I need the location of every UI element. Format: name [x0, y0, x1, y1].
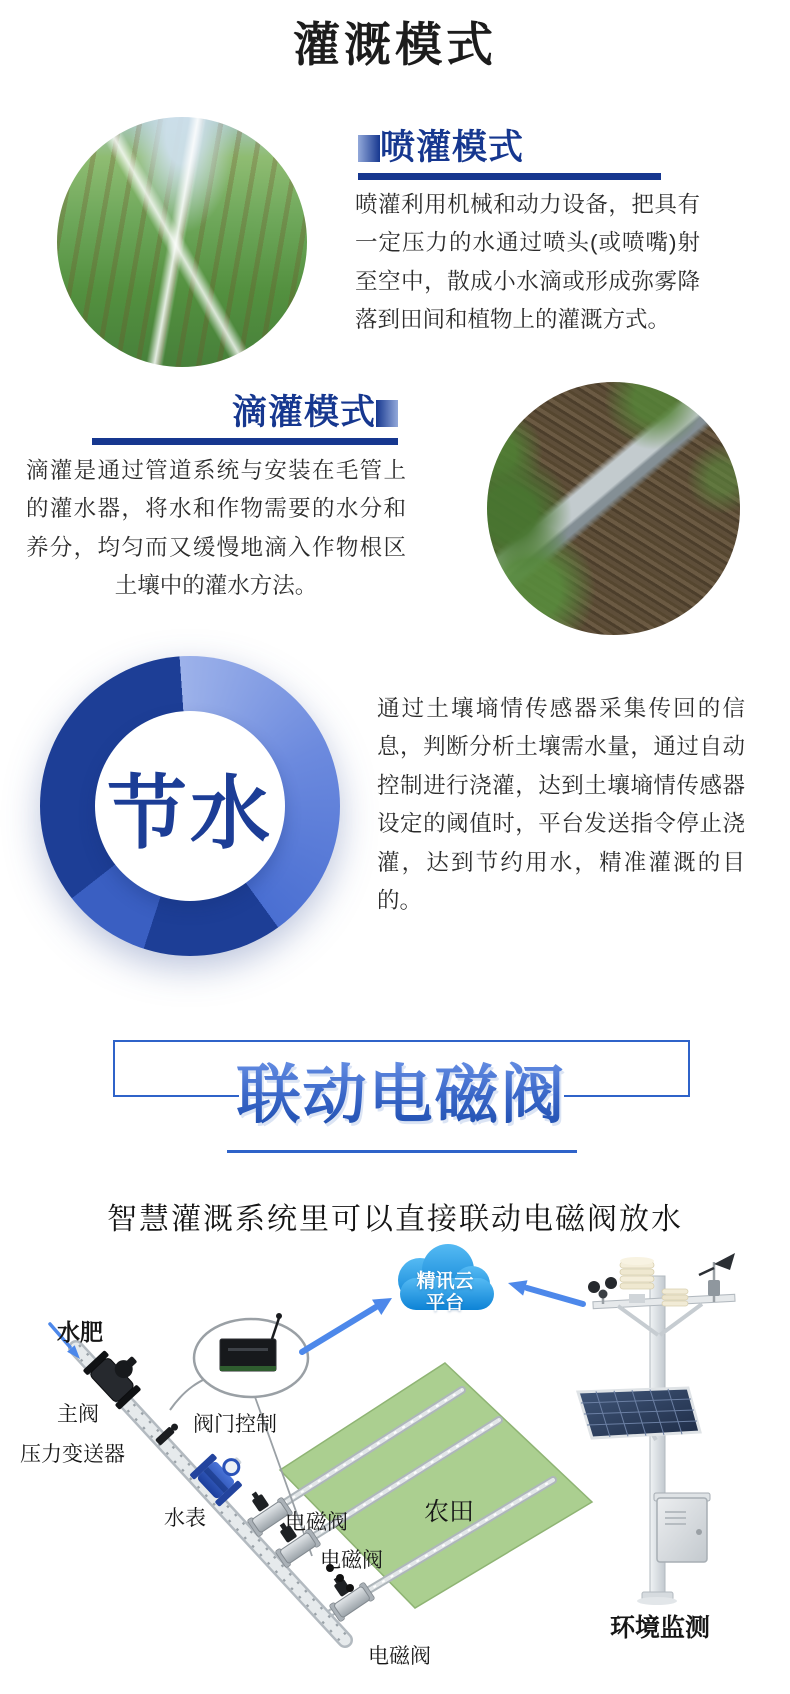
heading-underline	[92, 438, 398, 445]
cloud-platform-label	[389, 1271, 501, 1315]
valve-linkage-banner	[113, 1040, 690, 1160]
banner-frame-left-foot	[113, 1095, 239, 1097]
weather-station	[578, 1253, 735, 1605]
arrow-left-to-cloud	[302, 1298, 392, 1352]
label-pressure-transmitter: 压力变送器	[20, 1443, 125, 1466]
banner-frame-right-foot	[564, 1095, 690, 1097]
banner-frame-left	[113, 1040, 115, 1097]
drip-heading-text: 滴灌模式	[231, 393, 376, 432]
banner-underline	[227, 1150, 577, 1153]
spray-section-heading	[358, 128, 688, 180]
water-saving-paragraph: 通过土壤墒情传感器采集传回的信息，判断分析土壤需水量，通过自动控制进行浇灌，达到土壤墒情传感器设定的阈值时，平台发送指令停止浇灌，达到节约用水，精准灌溉的目的。	[377, 696, 745, 914]
spray-irrigation-photo	[57, 117, 307, 367]
label-water-meter: 水表	[164, 1507, 206, 1530]
valve-linkage-heading: 联动电磁阀	[237, 1044, 567, 1136]
heading-square-icon	[376, 400, 398, 427]
banner-frame-right	[688, 1040, 690, 1097]
page-title: 灌溉模式	[293, 18, 497, 71]
label-valve-controller: 阀门控制	[193, 1413, 277, 1436]
donut-hole	[95, 711, 285, 901]
banner-frame-top	[113, 1040, 690, 1042]
label-solenoid-valve-1: 电磁阀	[285, 1511, 348, 1534]
label-water-fertilizer: 水肥	[57, 1319, 103, 1345]
drip-irrigation-photo	[487, 382, 740, 635]
spray-heading-text: 喷灌模式	[380, 128, 525, 167]
label-solenoid-valve-2: 电磁阀	[320, 1549, 383, 1572]
water-meter-device	[189, 1443, 253, 1507]
label-farmland: 农田	[424, 1498, 475, 1526]
cloud-label-line2: 平台	[425, 1293, 464, 1314]
heading-underline	[358, 173, 661, 180]
label-solenoid-valve-3: 电磁阀	[368, 1645, 431, 1668]
water-saving-donut	[40, 656, 340, 956]
valve-linkage-subtitle: 智慧灌溉系统里可以直接联动电磁阀放水	[107, 1203, 683, 1236]
cloud-label-line1: 精讯云	[416, 1271, 474, 1292]
water-saving-badge: 节水	[107, 768, 273, 858]
label-environment-monitoring: 环境监测	[610, 1614, 711, 1642]
irrigation-system-diagram	[0, 1240, 790, 1694]
valve-controller-device	[194, 1313, 308, 1397]
heading-square-icon	[358, 135, 380, 162]
drip-section-heading	[92, 393, 398, 445]
radiation-shield	[620, 1257, 654, 1303]
arrow-right-to-cloud	[508, 1280, 583, 1304]
drip-paragraph: 滴灌是通过管道系统与安装在毛管上的灌水器，将水和作物需要的水分和养分，均匀而又缓慢地滴入作物根区土壤中的灌水方法。	[26, 458, 406, 599]
label-main-valve: 主阀	[57, 1403, 99, 1426]
spray-paragraph: 喷灌利用机械和动力设备，把具有一定压力的水通过喷头(或喷嘴)射至空中，散成小水滴或形成弥雾降落到田间和植物上的灌溉方式。	[355, 192, 700, 333]
